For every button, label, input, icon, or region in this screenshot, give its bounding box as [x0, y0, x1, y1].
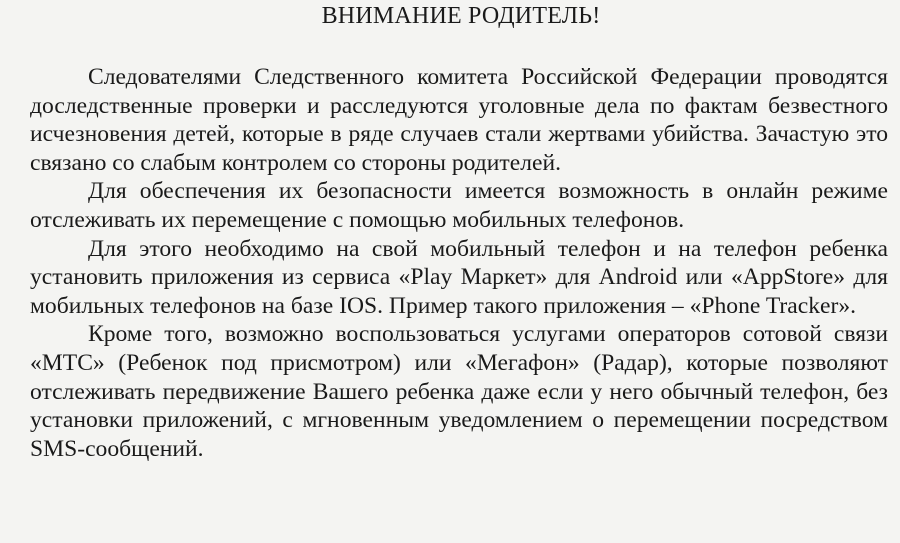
paragraph-investigations: Следователями Следственного комитета Российской Федерации проводятся доследственные проверки и расследуются уголовные дела по фактам безвестного исчезновения детей, которые в ряде случаев стали жертвами убийства. Зачастую это связано со слабым контролем со стороны родителей.: [30, 64, 888, 176]
paragraph-operator-services: Кроме того, возможно воспользоваться услугами операторов сотовой связи «МТС» (Ребенок под присмотром) или «Мегафон» (Радар), которые позволяют отслеживать передвижение Вашего ребенка даже если у него обычный телефон, без установки приложений, с мгновенным уведомлением о перемещении посредством SMS-сообщений.: [30, 321, 888, 462]
document-title: ВНИМАНИЕ РОДИТЕЛЬ!: [321, 3, 601, 29]
document-page: [0, 2, 900, 543]
paragraph-install-apps: Для этого необходимо на свой мобильный телефон и на телефон ребенка установить приложения из сервиса «Play Маркет» для Android или «AppStore» для мобильных телефонов на базе IOS. Пример такого приложения – «Phone Tracker».: [30, 235, 888, 319]
paragraph-online-tracking: Для обеспечения их безопасности имеется возможность в онлайн режиме отслеживать их перемещение с помощью мобильных телефонов.: [30, 178, 888, 233]
